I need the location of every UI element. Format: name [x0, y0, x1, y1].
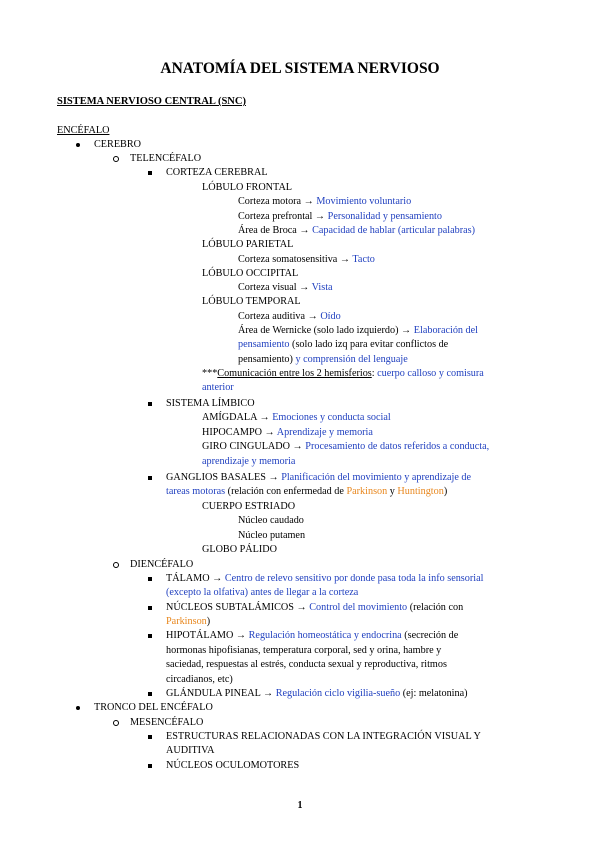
oculomotores-label: NÚCLEOS OCULOMOTORES — [166, 760, 300, 771]
temporal-label: LÓBULO TEMPORAL — [202, 296, 301, 307]
parietal-line-1: Corteza somatosensitiva → Tacto — [238, 254, 375, 265]
temporal-line-2: Área de Wernicke (solo lado izquierdo) → Elaboración del — [238, 325, 479, 336]
temporal-line-4: pensamiento) y comprensión del lenguaje — [238, 354, 408, 365]
tronco-label: TRONCO DEL ENCÉFALO — [94, 702, 213, 713]
estructuras-line-2: AUDITIVA — [166, 745, 215, 756]
page-title: ANATOMÍA DEL SISTEMA NERVIOSO — [160, 60, 440, 77]
hipotalamo-line-1: HIPOTÁLAMO → Regulación homeostática y endocrina (secreción de — [166, 630, 459, 641]
ganglios-line-1: GANGLIOS BASALES → Planificación del movimiento y aprendizaje de — [166, 472, 472, 483]
limbico-line-1: AMÍGDALA → Emociones y conducta social — [202, 412, 391, 423]
bullet-square — [148, 476, 152, 480]
bullet-dot — [76, 143, 80, 147]
bullet-dot — [76, 706, 80, 710]
section-heading: SISTEMA NERVIOSO CENTRAL (SNC) — [57, 96, 246, 107]
subtalamicos-line-2: Parkinson) — [166, 616, 211, 627]
temporal-line-3: pensamiento (solo lado izq para evitar conflictos de — [238, 339, 449, 350]
diencefalo-label: DIENCÉFALO — [130, 559, 194, 570]
limbico-label: SISTEMA LÍMBICO — [166, 398, 255, 409]
frontal-label: LÓBULO FRONTAL — [202, 182, 293, 193]
limbico-line-2: HIPOCAMPO → Aprendizaje y memoria — [202, 427, 373, 438]
bullet-circle — [113, 720, 119, 726]
limbico-line-3: GIRO CINGULADO → Procesamiento de datos referidos a conducta, — [202, 441, 490, 452]
palido-label: GLOBO PÁLIDO — [202, 544, 277, 555]
bullet-square — [148, 402, 152, 406]
bullet-square — [148, 171, 152, 175]
hipotalamo-line-4: circadianos, etc) — [166, 674, 233, 685]
talamo-line-1: TÁLAMO → Centro de relevo sensitivo por donde pasa toda la info sensorial — [166, 573, 484, 584]
pineal-line: GLÁNDULA PINEAL → Regulación ciclo vigilia-sueño (ej: melatonina) — [166, 688, 468, 699]
limbico-line-4: aprendizaje y memoria — [202, 456, 296, 467]
bullet-square — [148, 692, 152, 696]
page-number: 1 — [297, 800, 303, 811]
talamo-line-2: (excepto la olfativa) antes de llegar a la corteza — [166, 587, 359, 598]
bullet-circle — [113, 562, 119, 568]
encefalo-heading: ENCÉFALO — [57, 125, 110, 136]
caudado-label: Núcleo caudado — [238, 515, 304, 526]
frontal-line-1: Corteza motora → Movimiento voluntario — [238, 196, 412, 207]
bullet-square — [148, 634, 152, 638]
telencefalo-label: TELENCÉFALO — [130, 153, 202, 164]
occipital-line-1: Corteza visual → Vista — [238, 282, 333, 293]
frontal-line-2: Corteza prefrontal → Personalidad y pensamiento — [238, 211, 442, 222]
subtalamicos-line-1: NÚCLEOS SUBTALÁMICOS → Control del movimiento (relación con — [166, 602, 464, 613]
ganglios-line-2: tareas motoras (relación con enfermedad de Parkinson y Huntington) — [166, 486, 448, 497]
estriado-label: CUERPO ESTRIADO — [202, 501, 296, 512]
comunicacion-line-1: ***Comunicación entre los 2 hemisferios: cuerpo calloso y comisura — [202, 368, 484, 379]
putamen-label: Núcleo putamen — [238, 530, 306, 541]
bullet-square — [148, 764, 152, 768]
frontal-line-3: Área de Broca → Capacidad de hablar (articular palabras) — [238, 225, 476, 236]
bullet-square — [148, 577, 152, 581]
estructuras-line-1: ESTRUCTURAS RELACIONADAS CON LA INTEGRACIÓN VISUAL Y — [166, 731, 481, 742]
occipital-label: LÓBULO OCCIPITAL — [202, 268, 299, 279]
hipotalamo-line-2: hormonas hipofisianas, temperatura corporal, sed y orina, hambre y — [166, 645, 442, 656]
corteza-label: CORTEZA CEREBRAL — [166, 167, 268, 178]
mesencefalo-label: MESENCÉFALO — [130, 717, 204, 728]
comunicacion-line-2: anterior — [202, 382, 234, 393]
bullet-circle — [113, 156, 119, 162]
bullet-square — [148, 735, 152, 739]
bullet-square — [148, 606, 152, 610]
parietal-label: LÓBULO PARIETAL — [202, 239, 294, 250]
hipotalamo-line-3: saciedad, respuestas al estrés, conducta sexual y reproductiva, ritmos — [166, 659, 447, 670]
cerebro-label: CEREBRO — [94, 139, 141, 150]
temporal-line-1: Corteza auditiva → Oído — [238, 311, 341, 322]
